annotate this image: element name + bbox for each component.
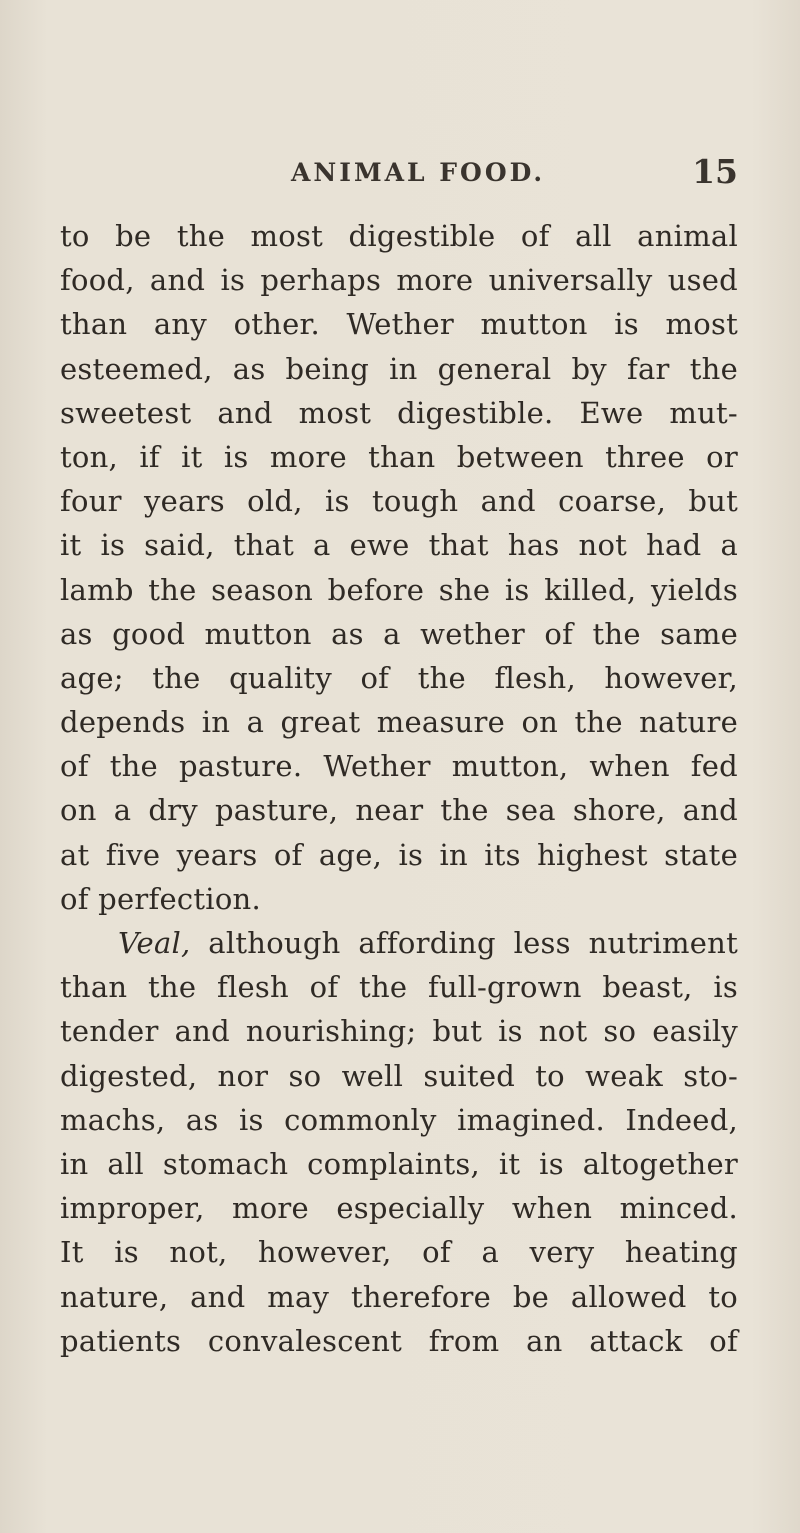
text-line: of the pasture. Wether mutton, when fed xyxy=(60,749,738,784)
text-line: patients convalescent from an attack of xyxy=(60,1323,738,1358)
text-line: It is not, however, of a very heating xyxy=(60,1235,738,1270)
text-line: depends in a great measure on the nature xyxy=(60,705,738,740)
text-line: on a dry pasture, near the sea shore, and xyxy=(60,793,738,828)
page-number: 15 xyxy=(692,152,738,191)
text-line: tender and nourishing; but is not so easily xyxy=(60,1014,738,1049)
text-line: than any other. Wether mutton is most xyxy=(60,307,738,342)
text-line: ton, if it is more than between three or xyxy=(60,439,738,474)
text-line: improper, more especially when minced. xyxy=(60,1191,738,1226)
paragraph-1 xyxy=(60,214,738,921)
running-head: ANIMAL FOOD. xyxy=(291,158,546,187)
text-line: to be the most digestible of all animal xyxy=(60,219,738,253)
text-line: sweetest and most digestible. Ewe mut- xyxy=(60,395,738,430)
text-line: digested, nor so well suited to weak sto- xyxy=(60,1058,738,1093)
page-header xyxy=(60,152,738,198)
lead-word-veal: Veal, xyxy=(118,926,191,960)
text-line: nature, and may therefore be allowed to xyxy=(60,1279,738,1314)
text-line-first xyxy=(60,921,738,965)
text-line: as good mutton as a wether of the same xyxy=(60,616,738,651)
text-line: than the flesh of the full-grown beast, is xyxy=(60,970,738,1005)
text-line: machs, as is commonly imagined. Indeed, xyxy=(60,1102,738,1137)
text-line: esteemed, as being in general by far the xyxy=(60,351,738,386)
text-line-rest: although affording less nutriment xyxy=(190,926,738,960)
text-line: it is said, that a ewe that has not had a xyxy=(60,528,738,563)
text-line: four years old, is tough and coarse, but xyxy=(60,484,738,519)
paragraph-2 xyxy=(60,921,738,1363)
text-line: food, and is perhaps more universally used xyxy=(60,263,738,298)
text-line: of perfection. xyxy=(60,881,261,916)
text-line: age; the quality of the flesh, however, xyxy=(60,660,738,695)
text-line: at five years of age, is in its highest state xyxy=(60,837,738,872)
text-line: lamb the season before she is killed, yields xyxy=(60,572,738,607)
body-text xyxy=(60,214,738,1363)
text-line: in all stomach complaints, it is altogether xyxy=(60,1146,738,1181)
